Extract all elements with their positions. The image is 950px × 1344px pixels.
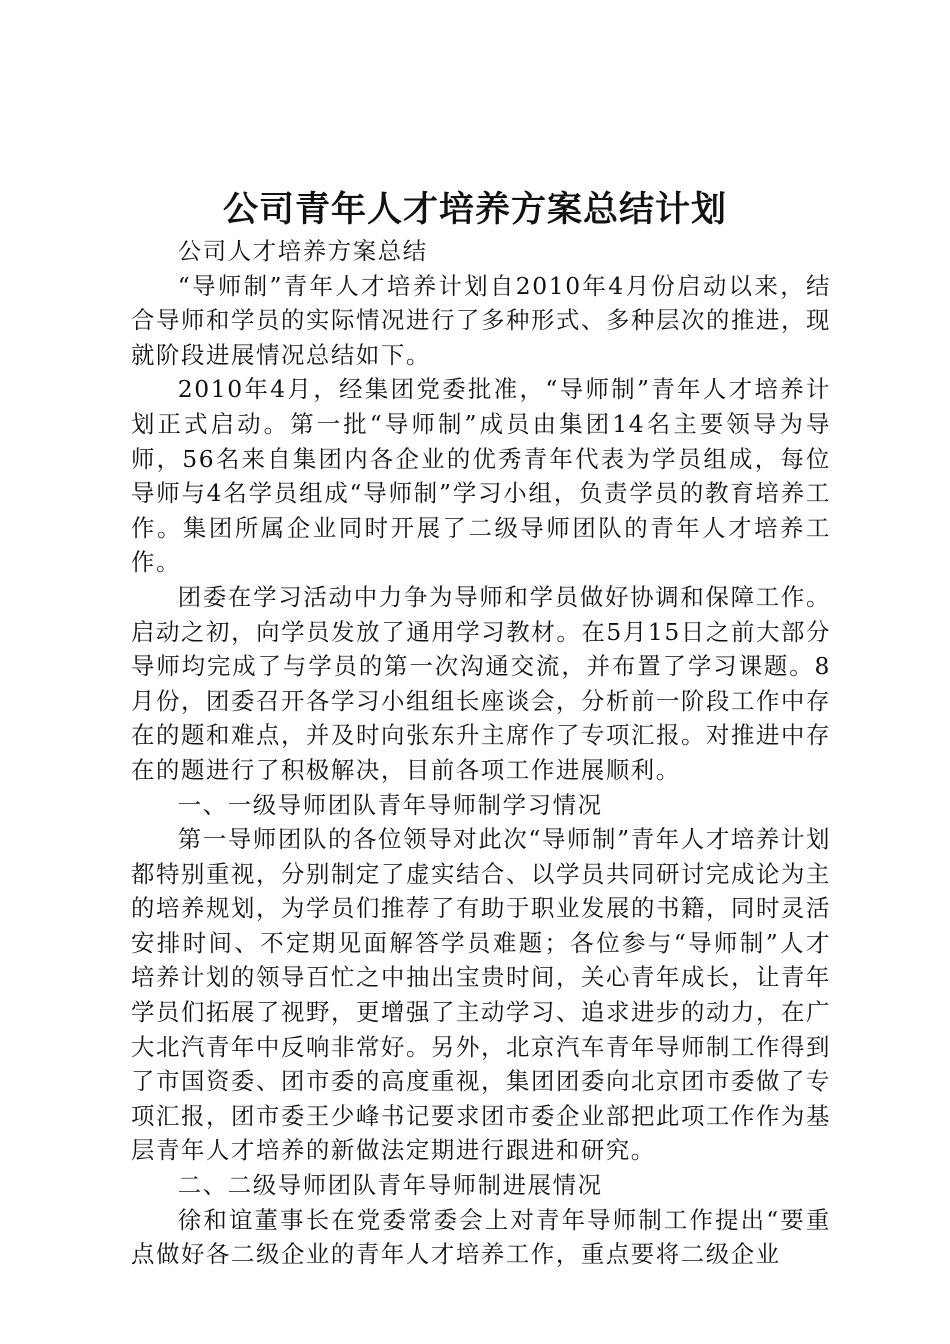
subtitle-paragraph: 公司人才培养方案总结 bbox=[177, 237, 428, 265]
document-body bbox=[131, 234, 831, 1272]
document-title: 公司青年人才培养方案总结计划 bbox=[222, 189, 727, 230]
section-2-paragraph: 徐和谊董事长在党委常委会上对青年导师制工作提出“要重点做好各二级企业的青年人才培养工作，重点要将二级企业 bbox=[131, 1205, 831, 1269]
support-paragraph: 团委在学习活动中力争为导师和学员做好协调和保障工作。启动之初，向学员发放了通用学习教材。在5月15日之前大部分导师均完成了与学员的第一次沟通交流，并布置了学习课题。8月份，团委召开各学习小组组长座谈会，分析前一阶段工作中存在的题和难点，并及时向张东升主席作了专项汇报。对推进中存在的题进行了积极解决，目前各项工作进展顺利。 bbox=[131, 582, 831, 784]
section-heading-2: 二、二级导师团队青年导师制进展情况 bbox=[177, 1171, 603, 1200]
launch-paragraph: 2010年4月，经集团党委批准，“导师制”青年人才培养计划正式启动。第一批“导师制”成员由集团14名主要领导为导师，56名来自集团内各企业的优秀青年代表为学员组成，每位导师与4名学员组成“导师制”学习小组，负责学员的教育培养工作。集团所属企业同时开展了二级导师团队的青年人才培养工作。 bbox=[131, 375, 831, 577]
intro-paragraph: “导师制”青年人才培养计划自2010年4月份启动以来，结合导师和学员的实际情况进行了多种形式、多种层次的推进，现就阶段进展情况总结如下。 bbox=[131, 271, 831, 369]
section-1-paragraph: 第一导师团队的各位领导对此次“导师制”青年人才培养计划都特别重视，分别制定了虚实结合、以学员共同研讨完成论为主的培养规划，为学员们推荐了有助于职业发展的书籍，同时灵活安排时间、不定期见面解答学员难题；各位参与“导师制”人才培养计划的领导百忙之中抽出宝贵时间，关心青年成长，让青年学员们拓展了视野，更增强了主动学习、追求进步的动力，在广大北汽青年中反响非常好。另外，北京汽车青年导师制工作得到了市国资委、团市委的高度重视，集团团委向北京团市委做了专项汇报，团市委王少峰书记要求团市委企业部把此项工作作为基层青年人才培养的新做法定期进行跟进和研究。 bbox=[131, 825, 831, 1165]
section-heading-1: 一、一级导师团队青年导师制学习情况 bbox=[177, 790, 603, 819]
